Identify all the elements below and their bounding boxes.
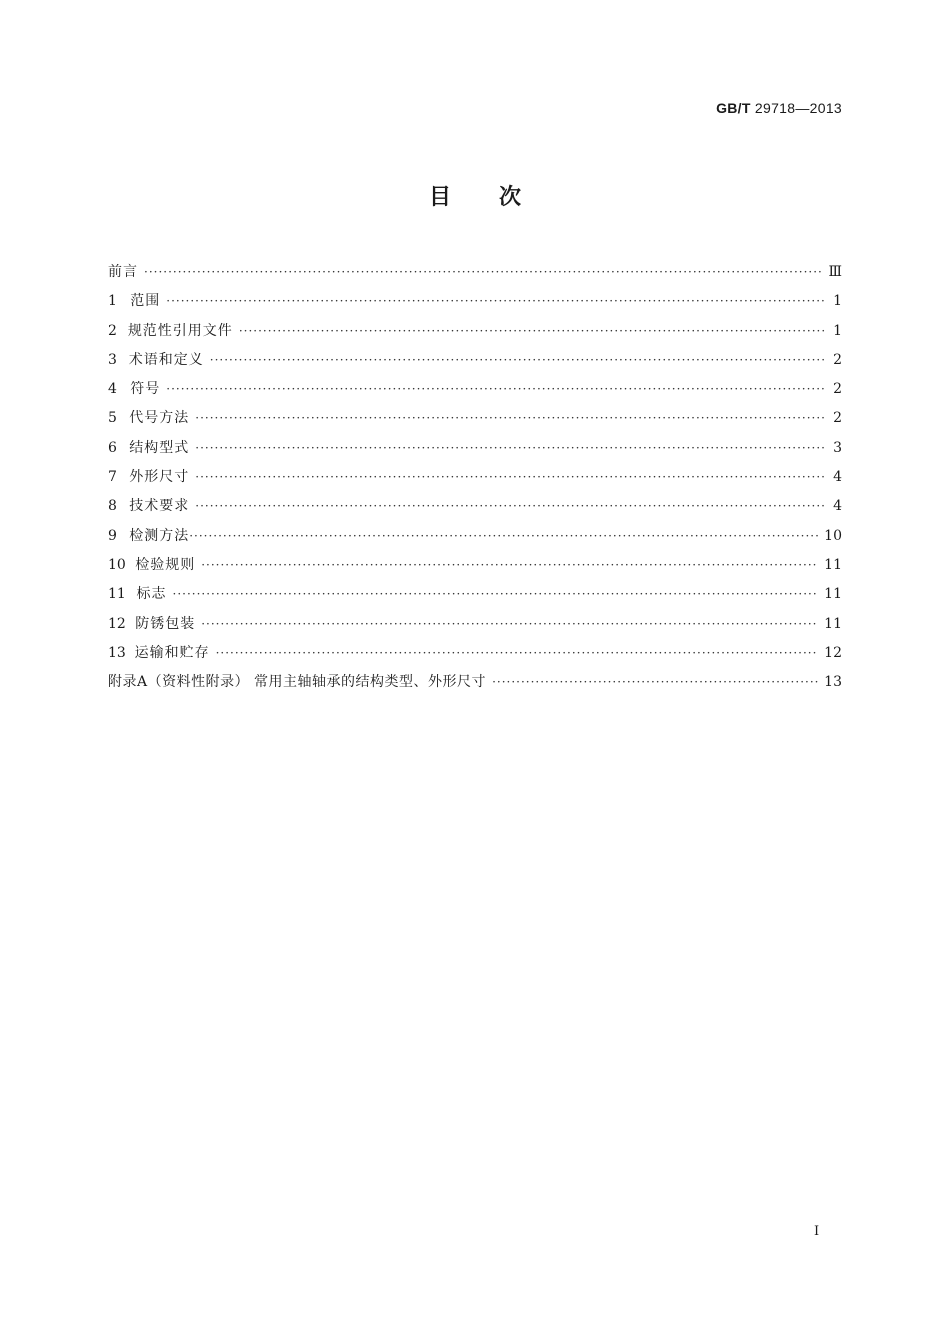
toc-number: 5: [108, 410, 117, 427]
toc-number: 4: [108, 381, 117, 398]
toc-page: 2: [833, 410, 842, 427]
toc-number: 2: [108, 322, 117, 339]
leader-dots: [210, 346, 826, 375]
toc-entry[interactable]: [108, 580, 842, 609]
toc-label: 技术要求: [129, 498, 190, 515]
toc-entry[interactable]: [108, 639, 842, 668]
toc-label: 防锈包装: [135, 615, 196, 632]
toc-number: 7: [108, 469, 117, 486]
toc-entry[interactable]: [108, 551, 842, 580]
toc-entry[interactable]: [108, 522, 842, 551]
leader-dots: [173, 580, 819, 609]
toc-entry[interactable]: [108, 375, 842, 404]
toc-label: 外形尺寸: [129, 469, 190, 486]
toc-entry[interactable]: [108, 346, 842, 375]
leader-dots: [166, 375, 826, 404]
toc-number: 13: [108, 644, 126, 661]
toc-page: 11: [824, 615, 842, 632]
toc-entry[interactable]: [108, 404, 842, 433]
toc-entry-foreword[interactable]: [108, 258, 842, 287]
toc-label: 代号方法: [129, 410, 190, 427]
toc-entry[interactable]: [108, 317, 842, 346]
toc-page: Ⅲ: [828, 264, 842, 280]
leader-dots: [195, 492, 826, 521]
leader-dots: [195, 404, 826, 433]
toc-label: 结构型式: [129, 439, 190, 456]
standard-code: [716, 100, 842, 116]
toc-entry[interactable]: [108, 610, 842, 639]
leader-dots: [492, 668, 818, 697]
toc-entry[interactable]: [108, 434, 842, 463]
toc-label: 前言: [108, 264, 138, 280]
toc-label: 检验规则: [135, 556, 196, 573]
table-of-contents: [108, 258, 842, 697]
toc-number: 3: [108, 351, 117, 368]
toc-number: 12: [108, 615, 126, 632]
toc-label: 术语和定义: [128, 351, 204, 368]
standard-prefix: GB/T: [716, 100, 751, 116]
toc-page: 4: [833, 498, 842, 515]
leader-dots: [195, 434, 826, 463]
toc-page: 3: [833, 439, 842, 456]
leader-dots: [201, 551, 818, 580]
toc-page: 13: [824, 674, 842, 691]
standard-number: 29718—2013: [754, 100, 842, 116]
leader-dots: [195, 463, 826, 492]
leader-dots: [166, 287, 826, 316]
toc-number: 8: [108, 498, 117, 515]
toc-number: 6: [108, 439, 117, 456]
toc-page: 12: [824, 644, 842, 661]
leader-dots: [239, 317, 826, 346]
page-number: Ⅰ: [814, 1224, 820, 1239]
toc-page: 1: [833, 322, 842, 339]
toc-page: 11: [824, 556, 842, 573]
toc-page: 10: [824, 527, 842, 544]
toc-entry[interactable]: [108, 287, 842, 316]
toc-page: 2: [833, 351, 842, 368]
toc-page: 4: [833, 469, 842, 486]
leader-dots: [189, 522, 818, 551]
toc-page: 11: [824, 586, 842, 603]
leader-dots: [216, 639, 819, 668]
toc-label: 标志: [136, 586, 167, 603]
leader-dots: [144, 258, 822, 287]
toc-label: 范围: [130, 293, 161, 310]
toc-label: 运输和贮存: [134, 644, 210, 661]
page-title: 目次: [428, 185, 569, 210]
toc-number: 11: [108, 586, 126, 603]
toc-page: 2: [833, 381, 842, 398]
toc-number: 9: [108, 527, 117, 544]
toc-label: 符号: [130, 381, 161, 398]
toc-page: 1: [833, 293, 842, 310]
toc-label: 附录A（资料性附录） 常用主轴轴承的结构类型、外形尺寸: [108, 674, 487, 691]
toc-entry[interactable]: [108, 463, 842, 492]
toc-number: 10: [108, 556, 126, 573]
leader-dots: [201, 610, 818, 639]
toc-label: 检测方法: [129, 527, 190, 544]
toc-label: 规范性引用文件: [127, 322, 233, 339]
toc-entry[interactable]: [108, 492, 842, 521]
toc-entry-annex-a[interactable]: [108, 668, 842, 697]
toc-number: 1: [108, 293, 117, 310]
